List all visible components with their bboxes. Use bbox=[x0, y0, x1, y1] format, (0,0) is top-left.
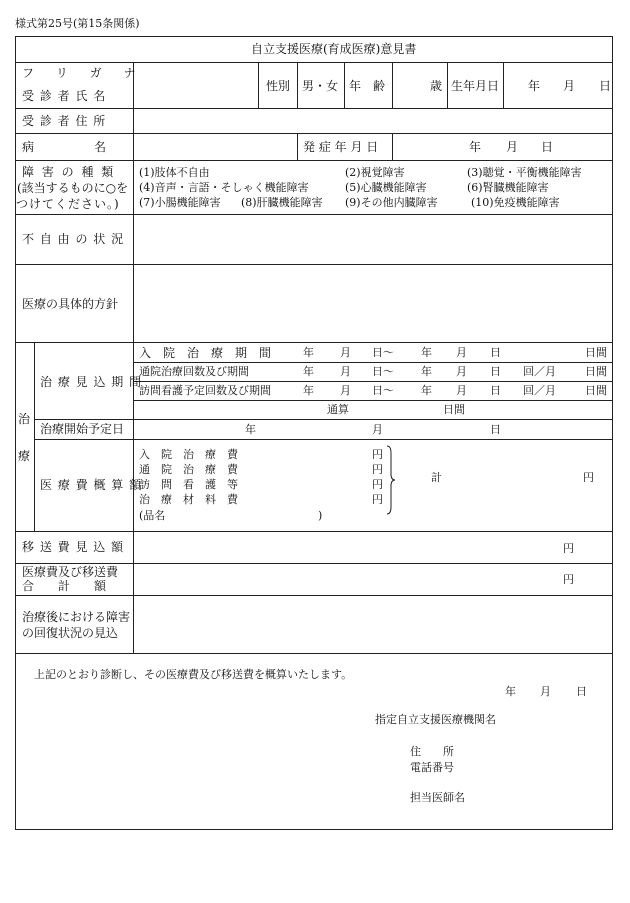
address-label: 受 診 者 住 所 bbox=[22, 114, 107, 128]
rule-row1-bottom bbox=[15, 108, 613, 109]
visit-from-month: 月 bbox=[340, 384, 351, 397]
sex-label: 性別 bbox=[266, 79, 291, 93]
rule-sex-left bbox=[258, 62, 259, 108]
footer-statement: 上記のとおり診断し、その医療費及び移送費を概算いたします。 bbox=[34, 668, 353, 681]
dob-label: 生年月日 bbox=[451, 79, 500, 93]
disability-option-10: (10)免疫機能障害 bbox=[471, 196, 560, 209]
inpatient-from-year: 年 bbox=[303, 346, 314, 359]
inpatient-from-month: 月 bbox=[340, 346, 351, 359]
dob-year: 年 bbox=[528, 79, 541, 93]
form-number: 様式第25号(第15条関係) bbox=[15, 17, 140, 30]
institution-phone-label: 電話番号 bbox=[410, 761, 454, 774]
total-label: 通算 bbox=[327, 403, 349, 416]
rule-label-column bbox=[133, 62, 134, 653]
outpatient-period-label: 通院治療回数及び期間 bbox=[139, 365, 249, 378]
visit-to-month: 月 bbox=[456, 384, 467, 397]
footer-year: 年 bbox=[505, 685, 516, 698]
rule-disease-bottom bbox=[15, 160, 613, 161]
rule-address-bottom bbox=[15, 133, 613, 134]
visit-days: 日間 bbox=[585, 384, 607, 397]
patient-name-label: 受 診 者 氏 名 bbox=[22, 89, 107, 103]
treatment-start-day: 日 bbox=[490, 423, 501, 436]
outpatient-from-year: 年 bbox=[303, 365, 314, 378]
product-name-open: (品名 bbox=[139, 509, 166, 522]
impairment-label: 不 自 由 の 状 況 bbox=[22, 232, 125, 246]
rule-plan-bottom bbox=[15, 342, 613, 343]
outpatient-from-day: 日～ bbox=[372, 365, 394, 378]
treatment-start-label: 治療開始予定日 bbox=[40, 422, 125, 436]
inpatient-to-year: 年 bbox=[421, 346, 432, 359]
rule-impairment-bottom bbox=[15, 264, 613, 265]
disability-instruction-1: (該当するものに○を bbox=[17, 181, 129, 195]
combined-yen: 円 bbox=[563, 573, 574, 586]
visit-to-year: 年 bbox=[421, 384, 432, 397]
onset-day: 日 bbox=[541, 140, 554, 154]
treatment-side-label-1: 治 bbox=[18, 412, 31, 426]
cost-total-yen: 円 bbox=[583, 471, 594, 484]
rule-treatment-side bbox=[34, 342, 35, 531]
outpatient-per-month: 回／月 bbox=[523, 365, 556, 378]
cost-outpatient-yen: 円 bbox=[372, 463, 383, 476]
inpatient-from-day: 日～ bbox=[372, 346, 394, 359]
treatment-start-month: 月 bbox=[372, 423, 383, 436]
onset-label: 発 症 年 月 日 bbox=[303, 140, 379, 154]
cost-inpatient-yen: 円 bbox=[372, 448, 383, 461]
treatment-side-label-2: 療 bbox=[18, 449, 31, 463]
disability-option-3: (3)聴覚・平衡機能障害 bbox=[467, 166, 582, 179]
onset-month: 月 bbox=[506, 140, 519, 154]
outpatient-to-month: 月 bbox=[456, 365, 467, 378]
rule-sex-right bbox=[297, 62, 298, 108]
doctor-name-label: 担当医師名 bbox=[410, 791, 465, 804]
rule-dob-right bbox=[503, 62, 504, 108]
rule-age-left bbox=[344, 62, 345, 108]
rule-inpatient-bottom bbox=[133, 362, 613, 363]
footer-month: 月 bbox=[540, 685, 551, 698]
combined-label-2: 合 計 額 bbox=[22, 579, 107, 593]
cost-outpatient-label: 通 院 治 療 費 bbox=[139, 463, 238, 476]
rule-visit-bottom bbox=[133, 400, 613, 401]
visit-to-day: 日 bbox=[490, 384, 501, 397]
rule-age-right bbox=[392, 62, 393, 108]
rule-dob-left bbox=[447, 62, 448, 108]
rule-start-bottom bbox=[34, 439, 613, 440]
rule-total-bottom bbox=[34, 419, 613, 420]
inpatient-to-month: 月 bbox=[456, 346, 467, 359]
rule-treatment-bottom bbox=[15, 531, 613, 532]
treatment-start-year: 年 bbox=[245, 423, 256, 436]
transport-yen: 円 bbox=[563, 542, 574, 555]
disability-option-4: (4)音声・言語・そしゃく機能障害 bbox=[139, 181, 309, 194]
disability-option-2: (2)視覚障害 bbox=[345, 166, 405, 179]
footer-day: 日 bbox=[576, 685, 587, 698]
disability-option-7: (7)小腸機能障害 bbox=[139, 196, 221, 209]
form-title: 自立支援医療(育成医療)意見書 bbox=[251, 42, 417, 56]
recovery-label-1: 治療後における障害 bbox=[22, 610, 131, 624]
treatment-period-label: 治 療 見 込 期 間 bbox=[40, 375, 143, 389]
rule-onset-left bbox=[297, 133, 298, 160]
institution-label: 指定自立支援医療機関名 bbox=[375, 713, 496, 726]
furigana-label: フ リ ガ ナ bbox=[22, 66, 145, 80]
disease-label: 病 名 bbox=[22, 140, 107, 154]
disability-option-6: (6)腎臓機能障害 bbox=[467, 181, 549, 194]
outpatient-days: 日間 bbox=[585, 365, 607, 378]
inpatient-period-label: 入 院 治 療 期 間 bbox=[139, 346, 272, 360]
disability-option-5: (5)心臓機能障害 bbox=[345, 181, 427, 194]
institution-address-label: 住 所 bbox=[410, 745, 454, 758]
product-name-close: ) bbox=[318, 509, 323, 522]
rule-title-bottom bbox=[15, 62, 613, 63]
rule-disability-bottom bbox=[15, 214, 613, 215]
cost-estimate-label: 医 療 費 概 算 額 bbox=[40, 478, 143, 492]
combined-label-1: 医療費及び移送費 bbox=[22, 565, 119, 579]
rule-recovery-bottom bbox=[15, 653, 613, 654]
cost-inpatient-label: 入 院 治 療 費 bbox=[139, 448, 238, 461]
treatment-plan-label: 医療の具体的方針 bbox=[22, 297, 119, 311]
cost-material-label: 治 療 材 料 費 bbox=[139, 493, 238, 506]
visit-from-year: 年 bbox=[303, 384, 314, 397]
sex-options: 男・女 bbox=[302, 79, 339, 93]
inpatient-to-day: 日 bbox=[490, 346, 501, 359]
disability-option-9: (9)その他内臓障害 bbox=[345, 196, 438, 209]
disability-option-8: (8)肝臓機能障害 bbox=[241, 196, 323, 209]
total-days: 日間 bbox=[443, 403, 465, 416]
visit-from-day: 日～ bbox=[372, 384, 394, 397]
visit-per-month: 回／月 bbox=[523, 384, 556, 397]
cost-visit-yen: 円 bbox=[372, 478, 383, 491]
rule-transport-bottom bbox=[15, 563, 613, 564]
cost-total-label: 計 bbox=[431, 471, 442, 484]
recovery-label-2: の回復状況の見込 bbox=[22, 626, 119, 640]
age-unit: 歳 bbox=[430, 79, 443, 93]
transport-label: 移 送 費 見 込 額 bbox=[22, 540, 125, 554]
outpatient-to-day: 日 bbox=[490, 365, 501, 378]
outpatient-from-month: 月 bbox=[340, 365, 351, 378]
outpatient-to-year: 年 bbox=[421, 365, 432, 378]
disability-option-1: (1)肢体不自由 bbox=[139, 166, 210, 179]
disability-instruction-2: つけてください。) bbox=[16, 197, 120, 211]
rule-onset-right bbox=[392, 133, 393, 160]
dob-day: 日 bbox=[599, 79, 612, 93]
disability-label: 障 害 の 種 類 bbox=[22, 165, 116, 179]
cost-material-yen: 円 bbox=[372, 493, 383, 506]
cost-brace bbox=[386, 445, 396, 515]
inpatient-days: 日間 bbox=[585, 346, 607, 359]
onset-year: 年 bbox=[469, 140, 482, 154]
cost-visit-label: 訪 問 看 護 等 bbox=[139, 478, 238, 491]
visit-period-label: 訪問看護予定回数及び期間 bbox=[139, 384, 271, 397]
rule-outpatient-bottom bbox=[133, 381, 613, 382]
dob-month: 月 bbox=[563, 79, 576, 93]
age-label: 年 齢 bbox=[349, 79, 386, 93]
rule-combined-bottom bbox=[15, 595, 613, 596]
